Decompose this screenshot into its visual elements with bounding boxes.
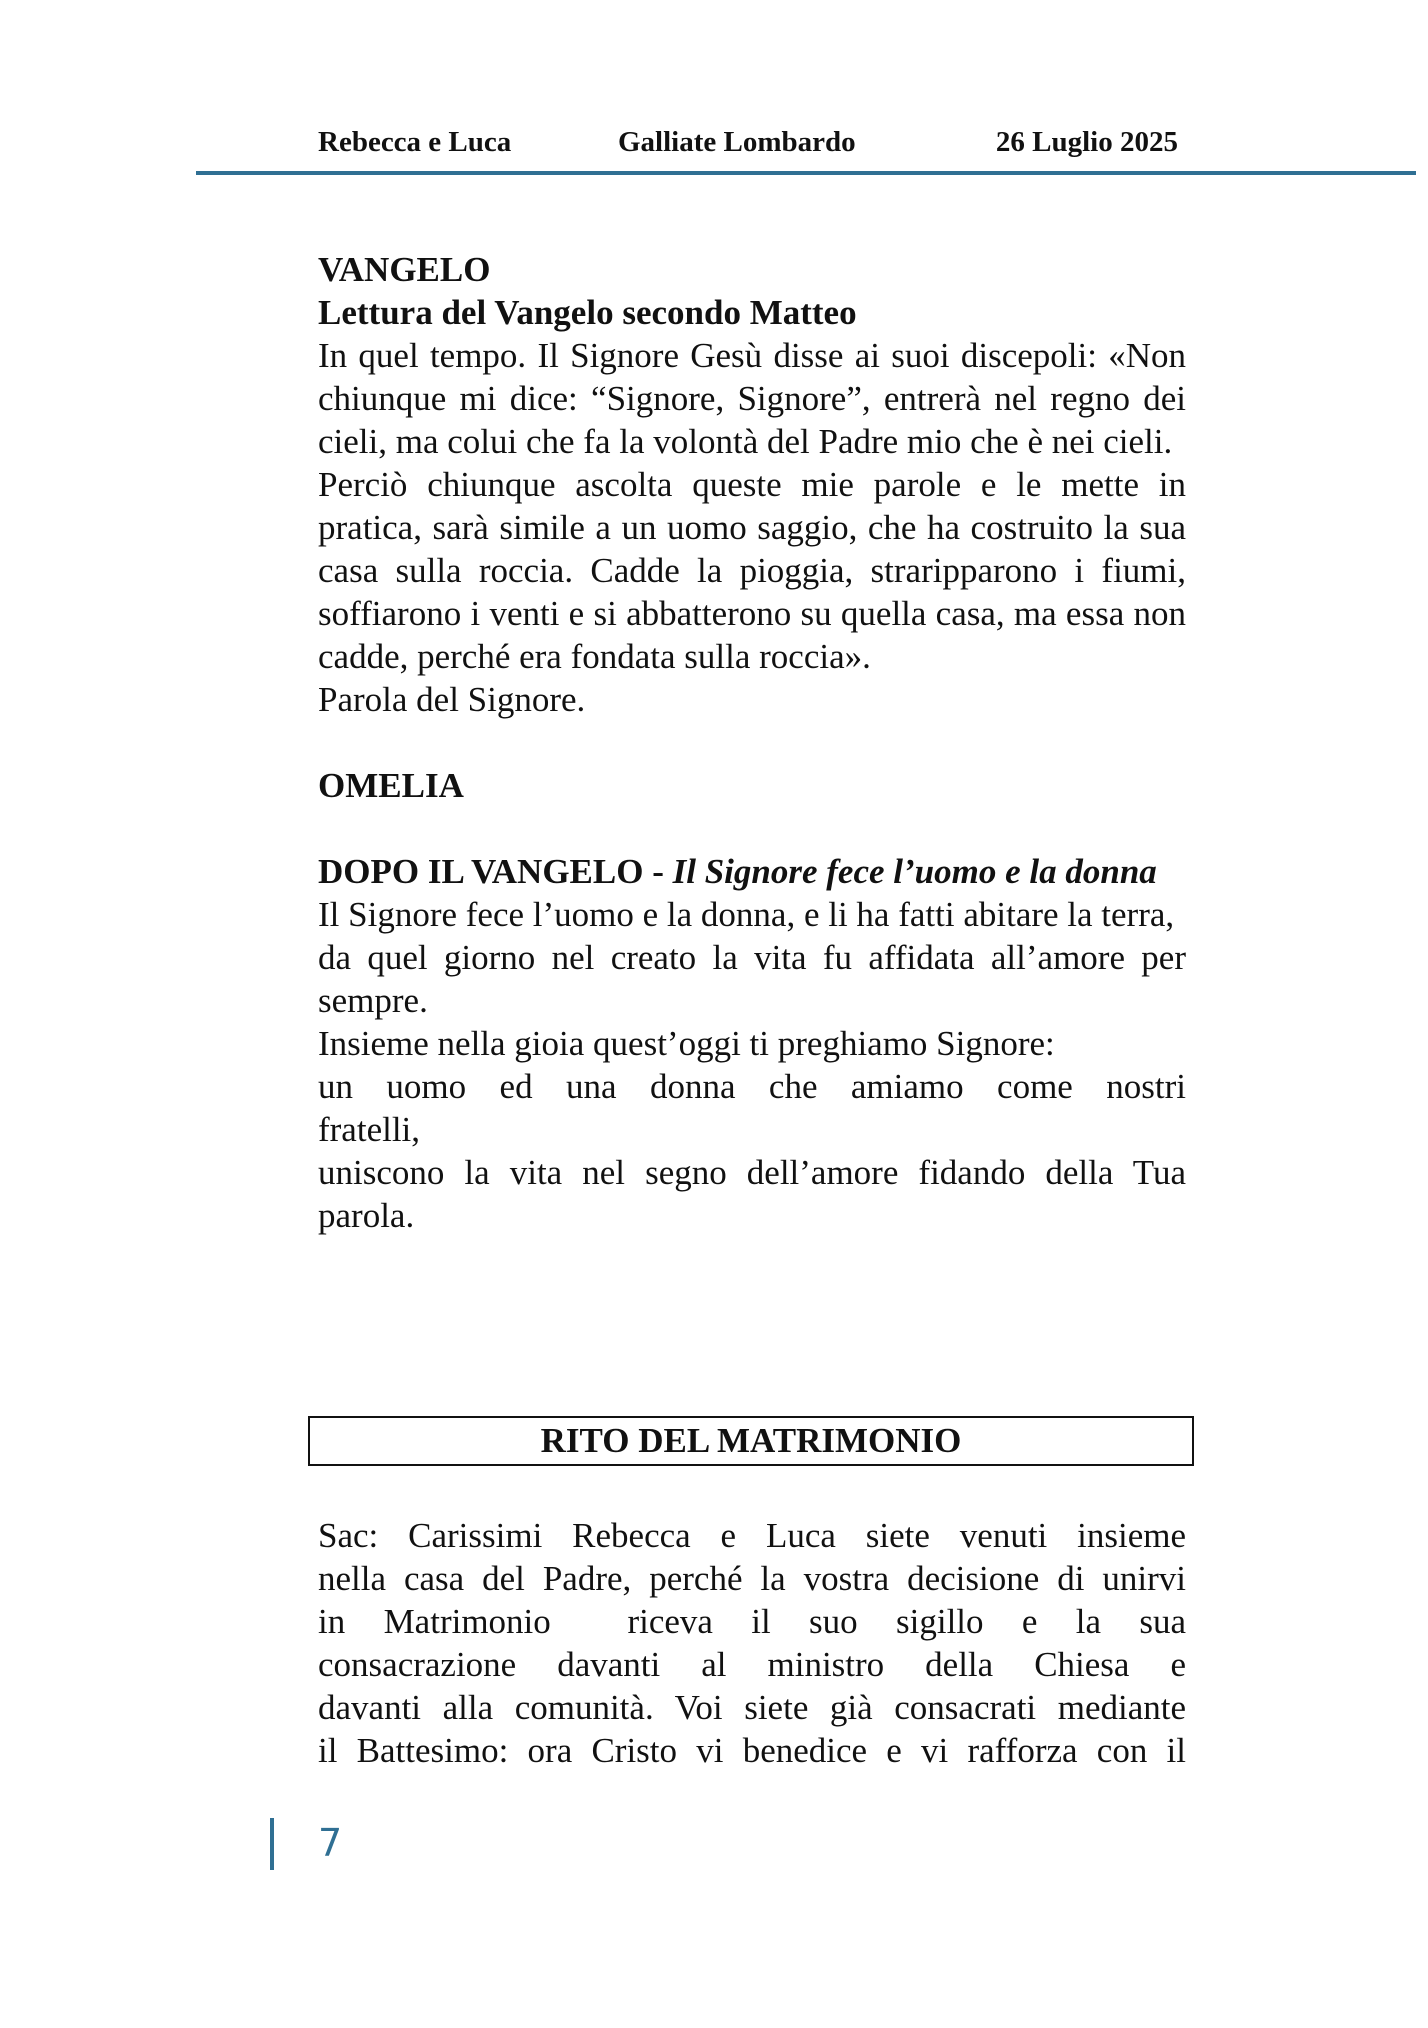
song-line: Il Signore fece l’uomo e la donna, e li ha fatti abitare la terra, [318, 895, 1175, 934]
rito-line: consacrazione davanti al ministro della Chiesa e [318, 1645, 1186, 1684]
song-line: Insieme nella gioia quest’oggi ti preghiamo Signore: [318, 1024, 1055, 1063]
vangelo-paragraph-2: Perciò chiunque ascolta queste mie parole e le mette in pratica, sarà simile a un uomo saggio, che ha costruito la sua casa sulla roccia. Cadde la pioggia, straripparono i fiumi, soffiarono i venti e si abbatterono su quella casa, ma essa non cadde, perché era fondata sulla roccia». [318, 465, 1186, 676]
dopo-vangelo-separator: - [643, 852, 673, 891]
dopo-vangelo-song-title: Il Signore fece l’uomo e la donna [672, 852, 1157, 891]
rito-line: nella casa del Padre, perché la vostra decisione di unirvi [318, 1559, 1186, 1598]
rito-line: in Matrimonio riceva il suo sigillo e la sua [318, 1602, 1186, 1641]
header-date: 26 Luglio 2025 [995, 126, 1178, 158]
rito-paragraph [318, 1514, 1186, 1772]
main-content [318, 248, 1186, 1237]
song-line: da quel giorno nel creato la vita fu affidata all’amore per sempre. [318, 938, 1186, 1020]
page-number-bar [270, 1818, 274, 1870]
song-line: un uomo ed una donna che amiamo come nostri fratelli, [318, 1067, 1186, 1149]
header-names: Rebecca e Luca [318, 126, 512, 158]
vangelo-closing: Parola del Signore. [318, 680, 586, 719]
vangelo-subheading: Lettura del Vangelo secondo Matteo [318, 293, 857, 332]
page-header [318, 126, 1178, 166]
rito-line: davanti alla comunità. Voi siete già consacrati mediante [318, 1688, 1186, 1727]
rito-title-box: RITO DEL MATRIMONIO [308, 1416, 1194, 1466]
omelia-heading: OMELIA [318, 766, 464, 805]
header-place: Galliate Lombardo [618, 126, 856, 158]
rito-line: Sac: Carissimi Rebecca e Luca siete venuti insieme [318, 1516, 1186, 1555]
rito-line: il Battesimo: ora Cristo vi benedice e vi rafforza con il [318, 1731, 1186, 1770]
vangelo-paragraph-1: In quel tempo. Il Signore Gesù disse ai suoi discepoli: «Non chiunque mi dice: “Signore, Signore”, entrerà nel regno dei cieli, ma colui che fa la volontà del Padre mio che è nei cieli. [318, 336, 1186, 461]
page-number: 7 [318, 1821, 343, 1865]
dopo-vangelo-heading: DOPO IL VANGELO [318, 852, 644, 891]
header-divider [196, 171, 1416, 175]
song-line: uniscono la vita nel segno dell’amore fidando della Tua parola. [318, 1153, 1186, 1235]
dopo-vangelo-heading-line [318, 850, 1186, 893]
vangelo-heading: VANGELO [318, 250, 491, 289]
